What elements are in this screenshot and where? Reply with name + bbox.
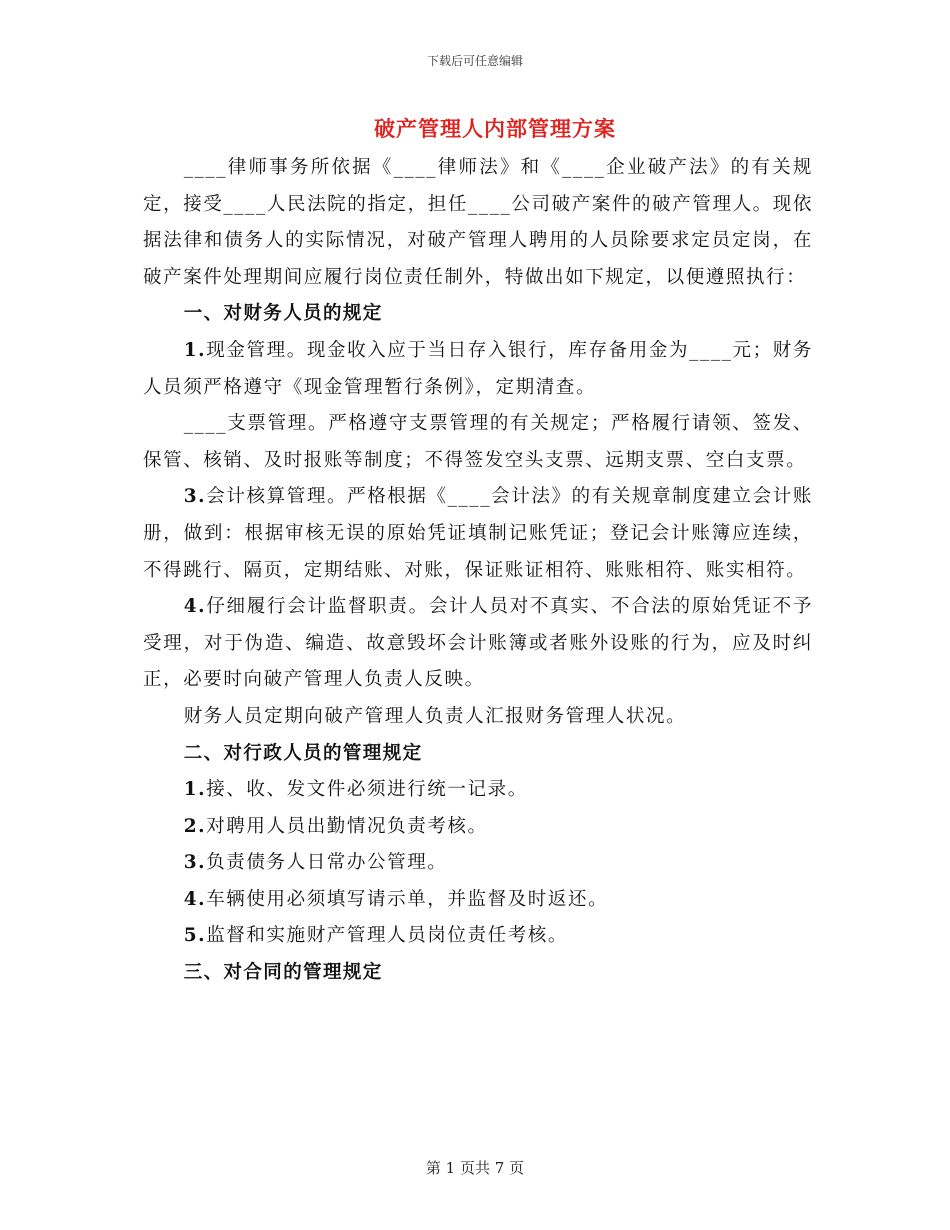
body-paragraph xyxy=(143,150,813,296)
item-number: 4. xyxy=(183,888,207,910)
section-heading xyxy=(143,736,813,773)
paragraph-text: 财务人员定期向破产管理人负责人汇报财务管理人状况。 xyxy=(183,705,687,727)
item-number: 5. xyxy=(183,925,207,947)
item-number: 3. xyxy=(183,852,207,874)
item-number: 4. xyxy=(183,596,207,618)
paragraph-text: 接、收、发文件必须进行统一记录。 xyxy=(206,779,528,801)
section-heading xyxy=(143,955,813,992)
paragraph-text: 仔细履行会计监督职责。会计人员对不真实、不合法的原始凭证不予受理，对于伪造、编造、故意毁坏会计账簿或者账外设账的行为，应及时纠正，必要时向破产管理人负责人反映。 xyxy=(143,596,813,691)
body-paragraph xyxy=(143,882,813,919)
document-title: 破产管理人内部管理方案 xyxy=(374,116,616,141)
body-paragraph xyxy=(143,333,813,406)
paragraph-text: 会计核算管理。严格根据《____会计法》的有关规章制度建立会计账册，做到：根据审核无误的原始凭证填制记账凭证；登记会计账簿应连续，不得跳行、隔页，定期结账、对账，保证账证相符、账账相符、账实相符。 xyxy=(143,486,813,581)
document-body xyxy=(143,150,813,992)
body-paragraph xyxy=(143,809,813,846)
paragraph-text: ____支票管理。严格遵守支票管理的有关规定；严格履行请领、签发、保管、核销、及时报账等制度；不得签发空头支票、远期支票、空白支票。 xyxy=(143,413,813,471)
body-paragraph xyxy=(143,845,813,882)
item-number: 2. xyxy=(183,815,207,837)
paragraph-text: 车辆使用必须填写请示单，并监督及时返还。 xyxy=(206,888,609,910)
body-paragraph xyxy=(143,589,813,699)
body-paragraph xyxy=(143,918,813,955)
paragraph-text: ____律师事务所依据《____律师法》和《____企业破产法》的有关规定，接受____人民法院的指定，担任____公司破产案件的破产管理人。现依据法律和债务人的实际情况，对破产管理人聘用的人员除要求定员定岗，在破产案件处理期间应履行岗位责任制外，特做出如下规定，以便遵照执行： xyxy=(143,157,813,288)
paragraph-text: 负责债务人日常办公管理。 xyxy=(206,852,448,874)
paragraph-text: 监督和实施财产管理人员岗位责任考核。 xyxy=(206,925,569,947)
page-number: 第 1 页共 7 页 xyxy=(425,1159,525,1177)
item-number: 1. xyxy=(183,779,207,801)
paragraph-text: 一、对财务人员的规定 xyxy=(183,303,383,325)
body-paragraph xyxy=(143,479,813,589)
item-number: 3. xyxy=(183,486,207,508)
paragraph-text: 现金管理。现金收入应于当日存入银行，库存备用金为____元；财务人员须严格遵守《现金管理暂行条例》，定期清查。 xyxy=(143,339,813,398)
paragraph-text: 三、对合同的管理规定 xyxy=(183,962,383,984)
body-paragraph xyxy=(143,699,813,736)
header-note: 下载后可任意编辑 xyxy=(426,54,523,68)
body-paragraph xyxy=(143,406,813,479)
body-paragraph xyxy=(143,772,813,809)
paragraph-text: 二、对行政人员的管理规定 xyxy=(183,742,423,764)
item-number: 1. xyxy=(183,339,207,361)
paragraph-text: 对聘用人员出勤情况负责考核。 xyxy=(206,815,488,837)
section-heading xyxy=(143,296,813,333)
